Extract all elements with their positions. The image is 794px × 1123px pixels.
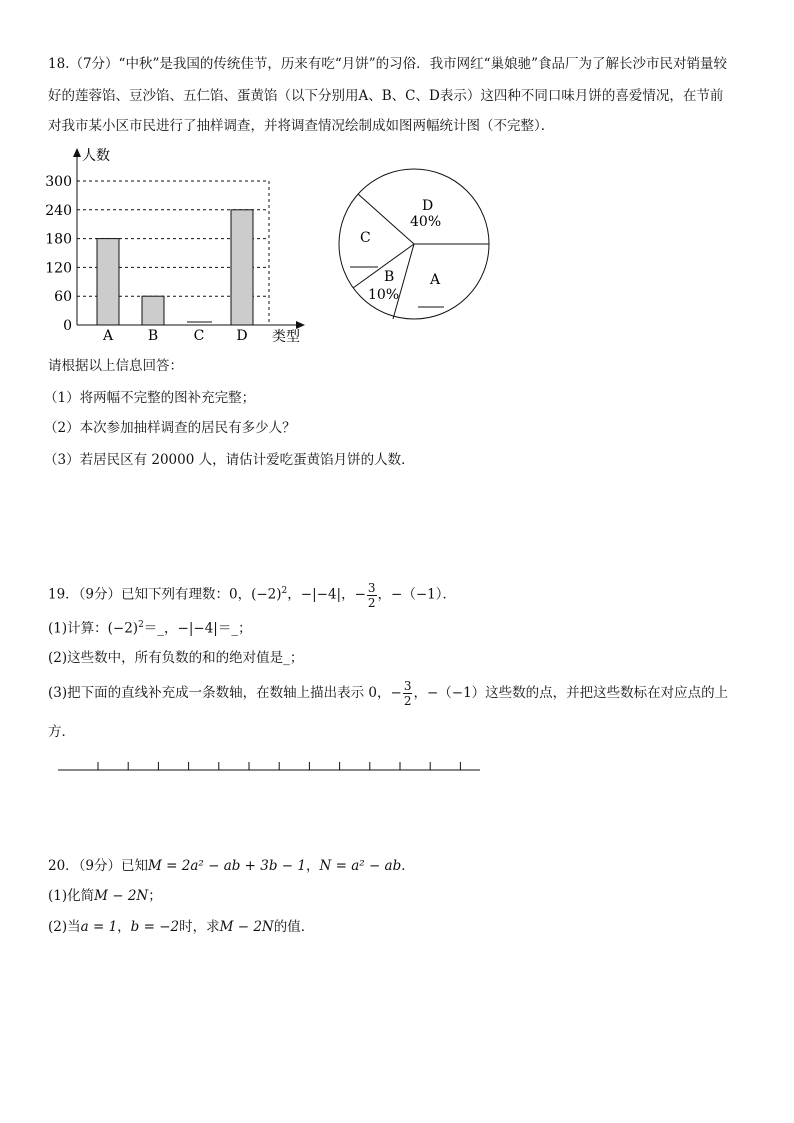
pie-label-a: A <box>430 272 441 288</box>
pie-label-d: D <box>422 198 434 214</box>
pie-percent-d: 40% <box>410 214 442 230</box>
q18-item-3: （3）若居民区有 20000 人，请估计爱吃蛋黄馅月饼的人数． <box>44 452 415 468</box>
q20-part-2: (2)当a = 1，b = −2时，求M − 2N的值． <box>48 919 315 935</box>
q18-line-1: 18.（7分）“中秋”是我国的传统佳节，历来有吃“月饼”的习俗．我市网红“巢娘驰”食品厂为了解长沙市民对销量较 <box>48 56 727 72</box>
y-axis-arrow <box>73 148 81 157</box>
q19-exp: 2 <box>281 586 288 596</box>
q19-p3-fraction: $\frac{3}{2}$ <box>403 679 412 708</box>
bar-a <box>97 239 119 325</box>
y-tick-label: 0 <box>63 318 72 334</box>
q19-part-3: (3)把下面的直线补充成一条数轴，在数轴上描出表示 0，− $\frac{3}{2}$ ，−（−1）这些数的点，并把这些数标在对应点的上 <box>48 679 729 708</box>
q19-part-2: (2)这些数中，所有负数的和的绝对值是_； <box>48 650 304 666</box>
y-axis-label: 人数 <box>82 148 110 164</box>
q18-prompt: 请根据以上信息回答： <box>48 358 183 374</box>
q19-intro-c: ，−（−1）． <box>377 586 457 603</box>
q20-intro: 20．（9分）已知M = 2a² − ab + 3b − 1，N = a² − ab． <box>48 858 415 874</box>
x-tick-label: B <box>147 328 159 344</box>
q19-fraction: $\frac{3}{2}$ <box>367 580 376 610</box>
q18-item-1: （1）将两幅不完整的图补充完整； <box>44 390 256 406</box>
y-tick-label: 240 <box>45 202 72 219</box>
x-tick-label: C <box>193 328 205 344</box>
q20-expr-n: N = a² − ab <box>319 858 402 874</box>
pie-chart <box>338 168 494 324</box>
q19-intro-a: 19．（9分）已知下列有理数：0，(−2) <box>48 586 282 603</box>
y-tick-label: 300 <box>45 174 72 190</box>
bar-d <box>231 210 253 325</box>
pie-boundary-b-a <box>393 244 414 319</box>
number-line <box>58 758 482 774</box>
q18-item-2: （2）本次参加抽样调查的居民有多少人？ <box>44 420 296 436</box>
q18-line-3: 对我市某小区市民进行了抽样调查，并将调查情况绘制成如图两幅统计图（不完整）． <box>48 118 555 134</box>
x-tick-label: A <box>102 328 114 344</box>
pie-label-c: C <box>360 230 371 246</box>
q20-expr-m: M = 2a² − ab + 3b − 1 <box>148 858 306 874</box>
y-tick-label: 180 <box>45 231 72 248</box>
pie-percent-b: 10% <box>368 287 400 303</box>
y-tick-label: 60 <box>54 289 72 306</box>
y-tick-label: 120 <box>45 260 72 277</box>
pie-label-b: B <box>384 269 395 285</box>
bar-b <box>142 296 164 325</box>
q19-intro-b: ，−|−4|，− <box>287 586 366 603</box>
q19-part-1: (1)计算：$(-2)^2=\_$，−|−4|＝_； <box>48 620 252 637</box>
bar-chart <box>40 140 320 348</box>
x-tick-label: D <box>236 328 248 344</box>
q20-part-1: (1)化简M − 2N； <box>48 888 162 904</box>
x-axis-label: 类型 <box>272 329 300 345</box>
q19-part-3-end: 方． <box>48 724 75 740</box>
q18-line-2: 好的莲蓉馅、豆沙馅、五仁馅、蛋黄馅（以下分别用A、B、C、D表示）这四种不同口味月饼的喜爱情况，在节前 <box>48 88 724 104</box>
x-axis-arrow <box>296 321 305 329</box>
q19-intro <box>48 574 456 612</box>
